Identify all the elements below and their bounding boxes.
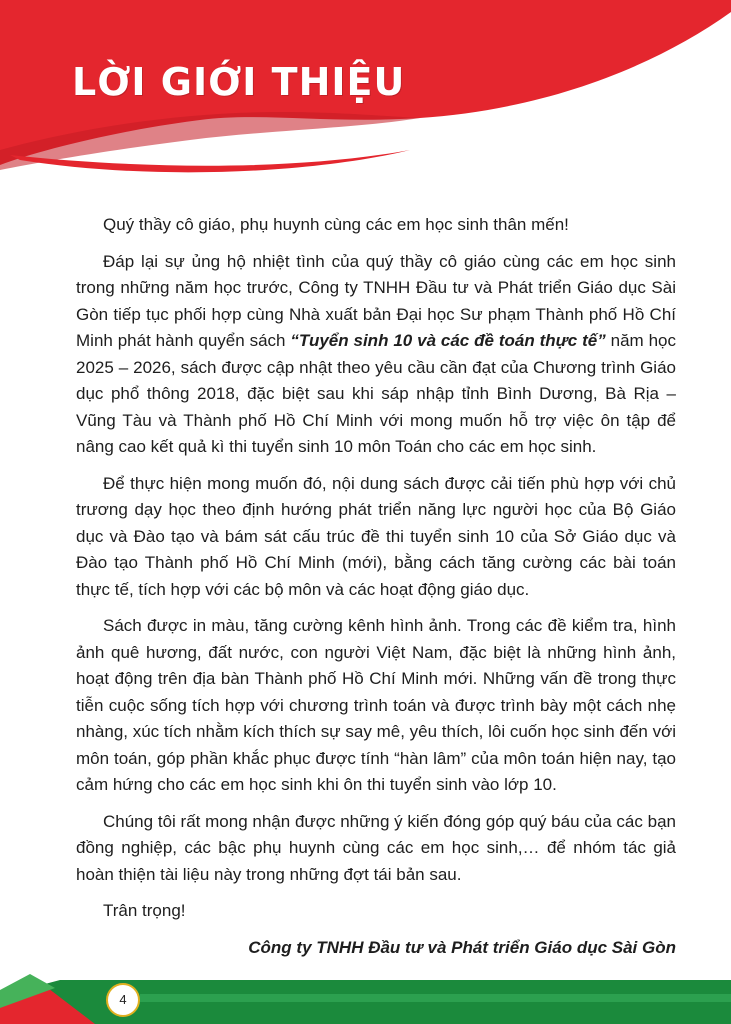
intro-body [76,212,676,961]
page-number: 4 [106,983,140,1017]
footer-green-stripe [140,994,731,1002]
paragraph-1 [76,249,676,461]
paragraph-3: Sách được in màu, tăng cường kênh hình ảnh. Trong các đề kiểm tra, hình ảnh quê hương, đất nước, con người Việt Nam, đặc biệt là những hình ảnh, hoạt động trên địa bàn Thành phố Hồ Chí Minh mới. Những vấn đề trong thực tiễn cuộc sống tích hợp với chương trình toán và được trình bày một cách nhẹ nhàng, xúc tích nhằm kích thích sự say mê, yêu thích, lôi cuốn học sinh đến với môn toán, góp phần khắc phục được tính “hàn lâm” của môn toán hiện nay, tạo cảm hứng cho các em học sinh khi ôn thi tuyển sinh vào lớp 10. [76,616,676,794]
paragraph-1-text-end: năm học 2025 – 2026, sách được cập nhật theo yêu cầu cần đạt của Chương trình Giáo dục phổ thông 2018, đặc biệt sau khi sáp nhập tỉnh Bình Dương, Bà Rịa – Vũng Tàu và Thành phố Hồ Chí Minh với mong muốn hỗ trợ việc ôn tập để nâng cao kết quả kì thi tuyển sinh 10 môn Toán cho các em học sinh. [76,331,676,456]
page-title: LỜI GIỚI THIỆU [72,60,406,104]
paragraph-2: Để thực hiện mong muốn đó, nội dung sách được cải tiến phù hợp với chủ trương dạy học theo định hướng phát triển năng lực người học của Bộ Giáo dục và Đào tạo và bám sát cấu trúc đề thi tuyển sinh 10 của Sở Giáo dục và Đào tạo Thành phố Hồ Chí Minh (mới), bằng cách tăng cường các bài toán thực tế, tích hợp với các bộ môn và các hoạt động giáo dục. [76,473,676,599]
signature: Công ty TNHH Đầu tư và Phát triển Giáo dục Sài Gòn [248,937,676,957]
paragraph-1-text-start: Đáp lại sự ủng hộ nhiệt tình của quý thầy cô giáo cùng các em học sinh trong những năm học trước, Công ty TNHH Đầu tư và Phát triển Giáo dục Sài Gòn tiếp tục phối hợp cùng Nhà xuất bản Đại học Sư phạm Thành phố Hồ Chí Minh phát hành quyển sách [76,251,676,350]
book-title: “Tuyển sinh 10 và các đề toán thực tế” [290,331,606,350]
paragraph-4: Chúng tôi rất mong nhận được những ý kiến đóng góp quý báu của các bạn đồng nghiệp, các bậc phụ huynh cùng các em học sinh,… để nhóm tác giả hoàn thiện tài liệu này trong những đợt tái bản sau. [76,811,676,884]
greeting: Quý thầy cô giáo, phụ huynh cùng các em học sinh thân mến! [103,215,569,234]
closing: Trân trọng! [103,901,186,920]
